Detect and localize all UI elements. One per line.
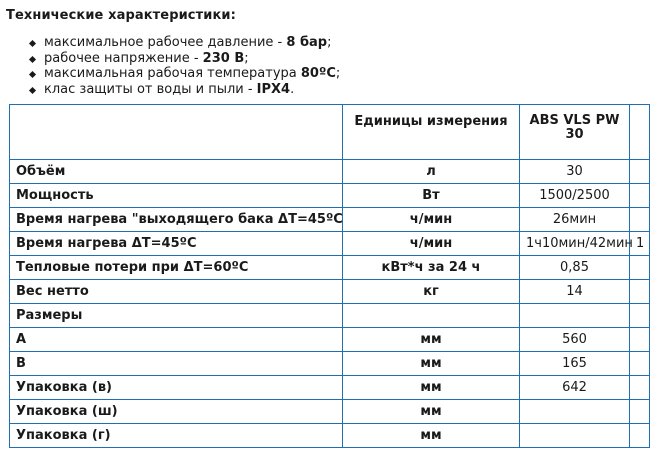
table-row bbox=[10, 400, 650, 424]
row-unit: кг bbox=[343, 280, 520, 304]
row-extra bbox=[630, 328, 650, 352]
table-row bbox=[10, 232, 650, 256]
row-extra bbox=[630, 160, 650, 184]
row-label: Объём bbox=[10, 160, 343, 184]
spec-suffix: . bbox=[290, 81, 295, 97]
header-model-cell: ABS VLS PW 30 bbox=[520, 105, 630, 160]
spec-value: 230 В bbox=[202, 50, 245, 66]
header-unit-cell: Единицы измерения bbox=[343, 105, 520, 160]
row-unit: мм bbox=[343, 424, 520, 448]
row-extra bbox=[630, 352, 650, 376]
row-extra bbox=[630, 304, 650, 328]
row-unit: л bbox=[343, 160, 520, 184]
row-unit: мм bbox=[343, 352, 520, 376]
row-label: В bbox=[10, 352, 343, 376]
table-row bbox=[10, 160, 650, 184]
row-extra bbox=[630, 256, 650, 280]
row-value: 1ч10мин/42мин bbox=[520, 232, 630, 256]
table-row bbox=[10, 424, 650, 448]
row-label: А bbox=[10, 328, 343, 352]
row-value: 0,85 bbox=[520, 256, 630, 280]
row-value: 14 bbox=[520, 280, 630, 304]
row-value bbox=[520, 424, 630, 448]
spec-list bbox=[30, 35, 340, 97]
row-label: Тепловые потери при ΔТ=60ºС bbox=[10, 256, 343, 280]
table-row bbox=[10, 352, 650, 376]
row-unit: ч/мин bbox=[343, 232, 520, 256]
table-row bbox=[10, 304, 650, 328]
row-value: 1500/2500 bbox=[520, 184, 630, 208]
spec-value: 8 бар bbox=[286, 35, 328, 50]
row-unit: мм bbox=[343, 328, 520, 352]
table-row bbox=[10, 184, 650, 208]
row-label: Время нагрева "выходящего бака ΔТ=45ºС bbox=[10, 208, 343, 232]
row-value bbox=[520, 304, 630, 328]
spec-item bbox=[30, 66, 340, 82]
row-extra: 1 bbox=[630, 232, 650, 256]
page-title: Технические характеристики: bbox=[6, 8, 236, 23]
spec-table bbox=[9, 104, 650, 448]
spec-item bbox=[30, 51, 340, 67]
row-unit bbox=[343, 304, 520, 328]
row-extra bbox=[630, 208, 650, 232]
spec-suffix: ; bbox=[327, 35, 332, 50]
row-unit: мм bbox=[343, 376, 520, 400]
table-row bbox=[10, 280, 650, 304]
spec-value: 80ºС bbox=[300, 66, 336, 81]
row-label: Время нагрева ΔТ=45ºС bbox=[10, 232, 343, 256]
spec-item bbox=[30, 35, 340, 51]
header-label-cell bbox=[10, 105, 343, 160]
row-label: Упаковка (ш) bbox=[10, 400, 343, 424]
row-value: 642 bbox=[520, 376, 630, 400]
spec-suffix: ; bbox=[244, 50, 249, 66]
row-label: Размеры bbox=[10, 304, 343, 328]
table-row bbox=[10, 256, 650, 280]
spec-value: IPX4 bbox=[256, 81, 291, 97]
row-extra bbox=[630, 400, 650, 424]
table-row bbox=[10, 208, 650, 232]
row-unit: ч/мин bbox=[343, 208, 520, 232]
header-extra-cell bbox=[630, 105, 650, 160]
row-value: 165 bbox=[520, 352, 630, 376]
table-row bbox=[10, 328, 650, 352]
row-extra bbox=[630, 184, 650, 208]
row-unit: мм bbox=[343, 400, 520, 424]
row-label: Вес нетто bbox=[10, 280, 343, 304]
table-header-row bbox=[10, 105, 650, 160]
row-unit: Вт bbox=[343, 184, 520, 208]
spec-suffix: ; bbox=[335, 66, 341, 81]
row-label: Упаковка (в) bbox=[10, 376, 343, 400]
row-label: Упаковка (г) bbox=[10, 424, 343, 448]
row-extra bbox=[630, 424, 650, 448]
spec-text: максимальная рабочая температура bbox=[44, 66, 301, 81]
spec-text: рабочее напряжение - bbox=[44, 50, 203, 66]
spec-text: максимальное рабочее давление - bbox=[44, 35, 287, 50]
row-unit: кВт*ч за 24 ч bbox=[343, 256, 520, 280]
spec-table-wrapper bbox=[9, 104, 649, 448]
row-value: 560 bbox=[520, 328, 630, 352]
row-value: 30 bbox=[520, 160, 630, 184]
table-row bbox=[10, 376, 650, 400]
row-label: Мощность bbox=[10, 184, 343, 208]
spec-item bbox=[30, 82, 340, 98]
spec-text: клас защиты от воды и пыли - bbox=[44, 81, 257, 97]
row-value: 26мин bbox=[520, 208, 630, 232]
row-extra bbox=[630, 376, 650, 400]
row-extra bbox=[630, 280, 650, 304]
row-value bbox=[520, 400, 630, 424]
